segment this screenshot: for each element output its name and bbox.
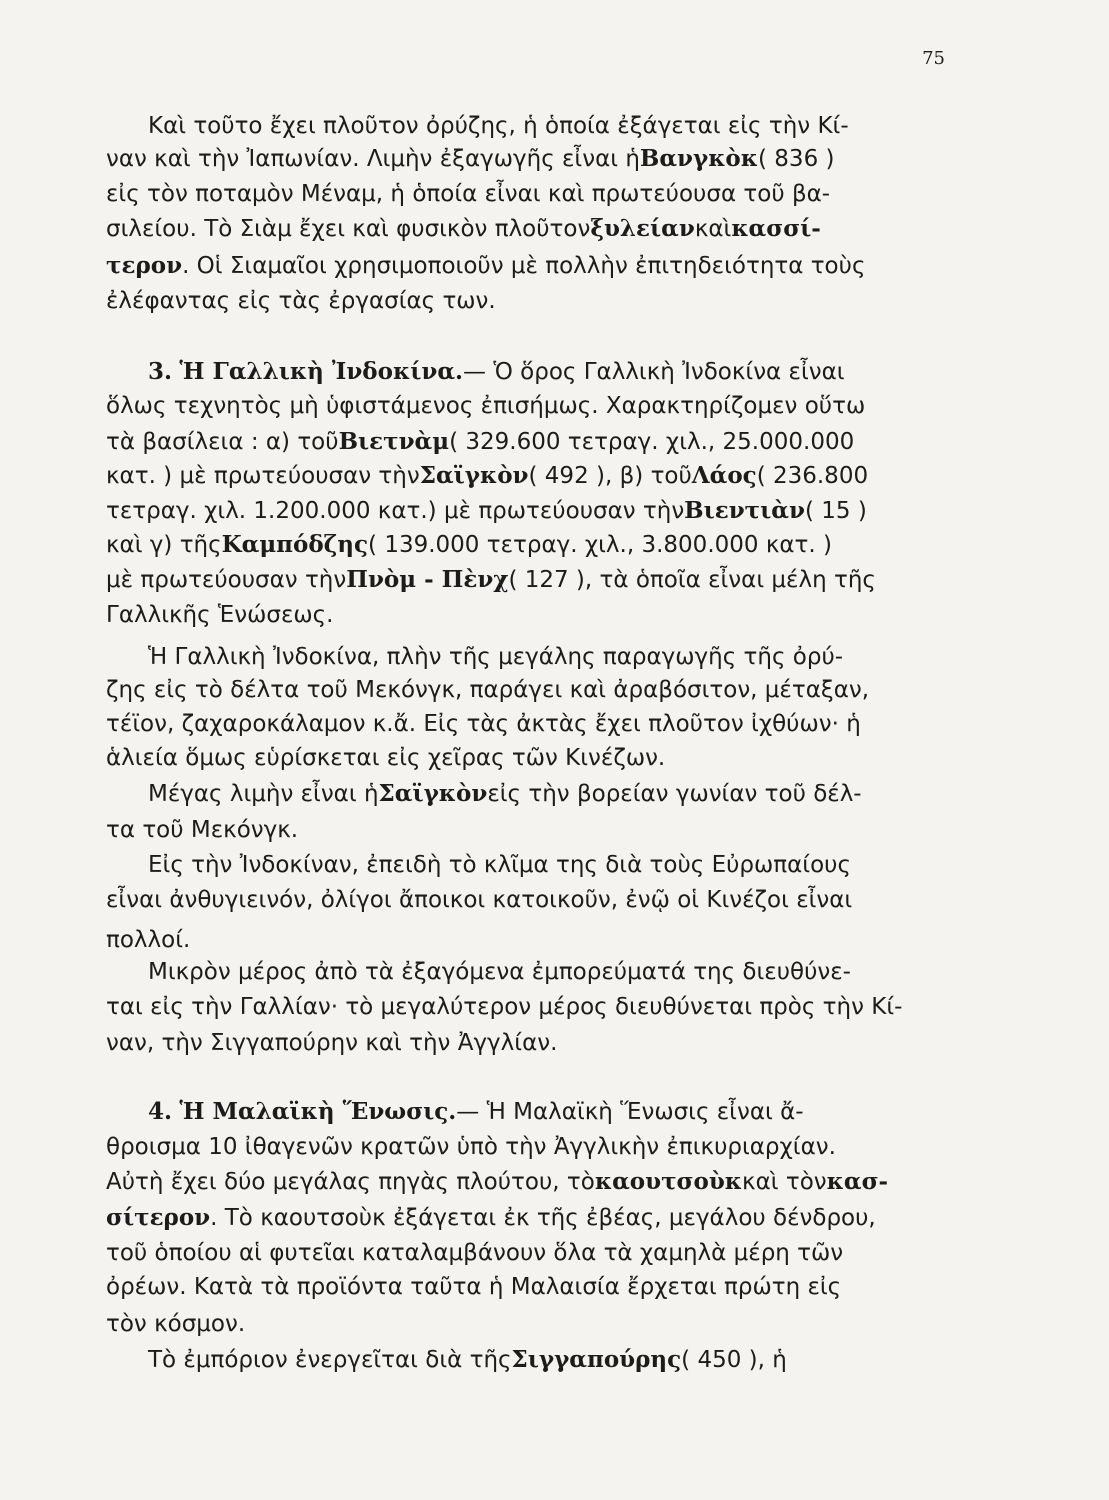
- text-line: Εἰς τὴν Ἰνδοκίναν, ἐπειδὴ τὸ κλῖμα της διὰ τοὺς Εὐρωπαίους: [148, 852, 851, 878]
- text-line: Αὐτὴ ἔχει δύο μεγάλας πηγὰς πλούτου, τὸκαουτσοὺκκαὶ τὸνκασ-: [106, 1168, 889, 1195]
- text-line: κατ. ) μὲ πρωτεύουσαν τὴνΣαϊγκὸν( 492 ), β) τοῦΛάος( 236.800: [106, 462, 869, 489]
- text-line: Ἡ Γαλλικὴ Ἰνδοκίνα, πλὴν τῆς μεγάλης παραγωγῆς τῆς ὀρύ-: [148, 644, 844, 670]
- text-line: Γαλλικῆς Ἑνώσεως.: [106, 602, 334, 628]
- text-line: σίτερον. Τὸ καουτσοὺκ ἐξάγεται ἐκ τῆς ἐβέας, μεγάλου δένδρου,: [106, 1204, 876, 1231]
- text-line: τέϊον, ζαχαροκάλαμον κ.ἄ. Εἰς τὰς ἀκτὰς ἔχει πλοῦτον ἰχθύων· ἡ: [106, 711, 861, 737]
- text-line: τετραγ. χιλ. 1.200.000 κατ.) μὲ πρωτεύουσαν τὴνΒιεντιὰν( 15 ): [106, 497, 867, 524]
- text-line: μὲ πρωτεύουσαν τὴνΠνὸμ - Πὲνχ( 127 ), τὰ ὁποῖα εἶναι μέλη τῆς: [106, 566, 876, 593]
- text-line: τα τοῦ Μεκόνγκ.: [106, 817, 299, 843]
- text-line: θροισμα 10 ἰθαγενῶν κρατῶν ὑπὸ τὴν Ἀγγλικὴν ἐπικυριαρχίαν.: [106, 1134, 836, 1160]
- text-line: ὅλως τεχνητὸς μὴ ὑφιστάμενος ἐπισήμως. Χαρακτηρίζομεν οὕτω: [106, 393, 866, 419]
- text-line: Μικρὸν μέρος ἀπὸ τὰ ἐξαγόμενα ἐμπορεύματά της διευθύνε-: [148, 959, 851, 985]
- text-line: πολλοί.: [106, 927, 191, 953]
- text-line: Μέγας λιμὴν εἶναι ἡΣαϊγκὸνεἰς τὴν βορείαν γωνίαν τοῦ δέλ-: [148, 780, 862, 807]
- text-line: καὶ γ) τῆςΚαμπόδζης( 139.000 τετραγ. χιλ., 3.800.000 κατ. ): [106, 531, 832, 558]
- text-line: ζης εἰς τὸ δέλτα τοῦ Μεκόνγκ, παράγει καὶ ἀραβόσιτον, μέταξαν,: [106, 677, 870, 703]
- section-4-heading: 4. Ἡ Μαλαϊκὴ Ἕνωσις.— Ἡ Μαλαϊκὴ Ἕνωσις εἶναι ἄ-: [148, 1098, 804, 1125]
- page-number: 75: [922, 48, 945, 69]
- section-3-heading: 3. Ἡ Γαλλικὴ Ἰνδοκίνα.— Ὁ ὅρος Γαλλικὴ Ἰνδοκίνα εἶναι: [148, 358, 845, 385]
- text-line: ἐλέφαντας εἰς τὰς ἐργασίας των.: [106, 288, 496, 314]
- text-line: εἶναι ἀνθυγιεινόν, ὀλίγοι ἄποικοι κατοικοῦν, ἐνῷ οἱ Κινέζοι εἶναι: [106, 887, 853, 913]
- text-line: τερον. Οἱ Σιαμαῖοι χρησιμοποιοῦν μὲ πολλὴν ἐπιτηδειότητα τοὺς: [106, 252, 866, 279]
- text-line: Καὶ τοῦτο ἔχει πλοῦτον ὀρύζης, ἡ ὁποία ἐξάγεται εἰς τὴν Κί-: [148, 113, 849, 139]
- text-line: εἰς τὸν ποταμὸν Μέναμ, ἡ ὁποία εἶναι καὶ πρωτεύουσα τοῦ βα-: [106, 181, 831, 207]
- text-line: Τὸ ἐμπόριον ἐνεργεῖται διὰ τῆςΣιγγαπούρης( 450 ), ἡ: [148, 1346, 787, 1373]
- text-line: τὰ βασίλεια : α) τοῦΒιετνὰμ( 329.600 τετραγ. χιλ., 25.000.000: [106, 428, 855, 455]
- text-line: ναν καὶ τὴν Ἰαπωνίαν. Λιμὴν ἐξαγωγῆς εἶναι ἡΒανγκὸκ( 836 ): [106, 145, 835, 172]
- text-line: σιλείου. Τὸ Σιὰμ ἔχει καὶ φυσικὸν πλοῦτονξυλείανκαὶκασσί-: [106, 215, 821, 242]
- text-line: τὸν κόσμον.: [106, 1311, 246, 1337]
- text-line: ναν, τὴν Σιγγαπούρην καὶ τὴν Ἀγγλίαν.: [106, 1030, 558, 1056]
- text-line: τοῦ ὁποίου αἱ φυτεῖαι καταλαμβάνουν ὅλα τὰ χαμηλὰ μέρη τῶν: [106, 1240, 844, 1266]
- text-line: ὀρέων. Κατὰ τὰ προϊόντα ταῦτα ἡ Μαλαισία ἔρχεται πρώτη εἰς: [106, 1274, 842, 1300]
- text-line: ἁλιεία ὅμως εὑρίσκεται εἰς χεῖρας τῶν Κινέζων.: [106, 745, 666, 771]
- text-line: ται εἰς τὴν Γαλλίαν· τὸ μεγαλύτερον μέρος διευθύνεται πρὸς τὴν Κί-: [106, 994, 903, 1020]
